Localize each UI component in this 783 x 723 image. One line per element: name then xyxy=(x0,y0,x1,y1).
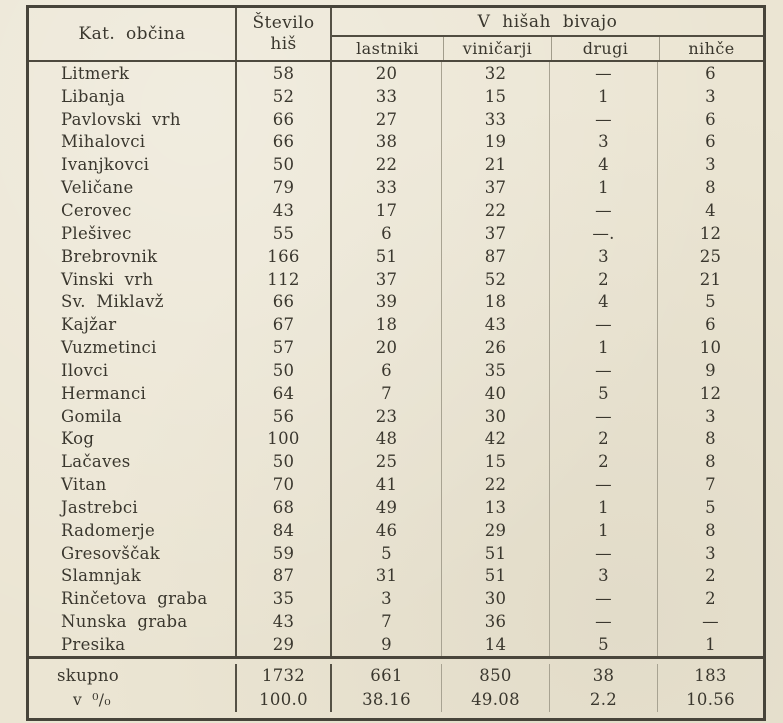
table-row xyxy=(29,359,763,382)
table-row xyxy=(29,587,763,610)
nobody-count: 3 xyxy=(657,85,763,108)
nobody-count: 2 xyxy=(657,587,763,610)
municipality-name: Jastrebci xyxy=(61,497,138,517)
municipality-name: Vinski vrh xyxy=(61,269,154,289)
others-count: 2 xyxy=(549,428,657,451)
nobody-count: 7 xyxy=(657,473,763,496)
nobody-count: 25 xyxy=(657,245,763,268)
owners-count: 41 xyxy=(330,473,441,496)
others-count: 3 xyxy=(549,131,657,154)
header-vinedressers: viničarji xyxy=(443,37,551,60)
table-row xyxy=(29,336,763,359)
header-group xyxy=(330,8,763,60)
owners-count: 39 xyxy=(330,290,441,313)
nobody-count: 5 xyxy=(657,496,763,519)
header-municipality-label: Kat. občina xyxy=(78,24,186,44)
houses-count: 29 xyxy=(235,633,330,656)
table-header xyxy=(29,8,763,62)
owners-count: 7 xyxy=(330,382,441,405)
header-group-title: V hišah bivajo xyxy=(332,8,763,37)
others-count: — xyxy=(549,542,657,565)
vinedressers-count: 15 xyxy=(441,450,549,473)
municipality-name: Presika xyxy=(61,635,126,655)
nobody-count: 12 xyxy=(657,382,763,405)
vinedressers-count: 87 xyxy=(441,245,549,268)
vinedressers-count: 13 xyxy=(441,496,549,519)
table-row xyxy=(29,519,763,542)
houses-count: 56 xyxy=(235,405,330,428)
owners-count: 17 xyxy=(330,199,441,222)
summary-houses: 1732 xyxy=(235,664,330,688)
nobody-count: 8 xyxy=(657,176,763,199)
nobody-count: 8 xyxy=(657,428,763,451)
houses-count: 64 xyxy=(235,382,330,405)
houses-count: 66 xyxy=(235,131,330,154)
vinedressers-count: 21 xyxy=(441,153,549,176)
others-count: — xyxy=(549,587,657,610)
others-count: — xyxy=(549,108,657,131)
others-count: — xyxy=(549,359,657,382)
owners-count: 18 xyxy=(330,313,441,336)
houses-count: 55 xyxy=(235,222,330,245)
header-others: drugi xyxy=(551,37,659,60)
municipality-name: Nunska graba xyxy=(61,612,188,632)
owners-count: 6 xyxy=(330,359,441,382)
owners-count: 37 xyxy=(330,268,441,291)
nobody-count: 8 xyxy=(657,450,763,473)
nobody-count: — xyxy=(657,610,763,633)
municipality-name: Slamnjak xyxy=(61,566,142,586)
municipality-name: Mihalovci xyxy=(61,132,146,152)
houses-count: 52 xyxy=(235,85,330,108)
municipality-name: Brebrovnik xyxy=(61,246,158,266)
table-summary xyxy=(29,656,763,718)
vinedressers-count: 30 xyxy=(441,405,549,428)
header-houses-line2: hiš xyxy=(270,34,297,54)
table-row xyxy=(29,131,763,154)
summary-label: v ⁰/₀ xyxy=(73,690,111,709)
table-row xyxy=(29,313,763,336)
municipality-name: Cerovec xyxy=(61,200,132,220)
header-municipality xyxy=(29,8,235,60)
vinedressers-count: 18 xyxy=(441,290,549,313)
vinedressers-count: 32 xyxy=(441,62,549,85)
table-row xyxy=(29,496,763,519)
owners-count: 33 xyxy=(330,176,441,199)
houses-count: 50 xyxy=(235,450,330,473)
houses-count: 87 xyxy=(235,565,330,588)
vinedressers-count: 51 xyxy=(441,542,549,565)
municipality-name: Lačaves xyxy=(61,452,131,472)
vinedressers-count: 26 xyxy=(441,336,549,359)
owners-count: 33 xyxy=(330,85,441,108)
table-row xyxy=(29,610,763,633)
others-count: 1 xyxy=(549,496,657,519)
summary-label: skupno xyxy=(57,666,120,686)
houses-count: 50 xyxy=(235,153,330,176)
municipality-name: Radomerje xyxy=(61,520,156,540)
owners-count: 38 xyxy=(330,131,441,154)
houses-count: 79 xyxy=(235,176,330,199)
houses-count: 112 xyxy=(235,268,330,291)
nobody-count: 6 xyxy=(657,62,763,85)
municipality-name: Vuzmetinci xyxy=(61,338,157,358)
houses-count: 59 xyxy=(235,542,330,565)
houses-count: 58 xyxy=(235,62,330,85)
vinedressers-count: 37 xyxy=(441,176,549,199)
vinedressers-count: 15 xyxy=(441,85,549,108)
nobody-count: 9 xyxy=(657,359,763,382)
owners-count: 20 xyxy=(330,62,441,85)
summary-others: 2.2 xyxy=(549,688,657,712)
nobody-count: 3 xyxy=(657,405,763,428)
others-count: 3 xyxy=(549,565,657,588)
municipality-name: Litmerk xyxy=(61,63,130,83)
others-count: 5 xyxy=(549,382,657,405)
houses-count: 66 xyxy=(235,108,330,131)
others-count: 1 xyxy=(549,176,657,199)
owners-count: 46 xyxy=(330,519,441,542)
nobody-count: 2 xyxy=(657,565,763,588)
municipality-name: Gomila xyxy=(61,406,122,426)
owners-count: 48 xyxy=(330,428,441,451)
summary-nobody: 10.56 xyxy=(657,688,763,712)
owners-count: 9 xyxy=(330,633,441,656)
others-count: — xyxy=(549,473,657,496)
nobody-count: 8 xyxy=(657,519,763,542)
owners-count: 25 xyxy=(330,450,441,473)
owners-count: 49 xyxy=(330,496,441,519)
header-owners: lastniki xyxy=(356,39,419,58)
others-count: 1 xyxy=(549,336,657,359)
table-row xyxy=(29,565,763,588)
vinedressers-count: 36 xyxy=(441,610,549,633)
municipality-name: Gresovščak xyxy=(61,543,161,563)
others-count: 4 xyxy=(549,153,657,176)
table-row xyxy=(29,85,763,108)
houses-count: 43 xyxy=(235,199,330,222)
nobody-count: 12 xyxy=(657,222,763,245)
others-count: — xyxy=(549,405,657,428)
nobody-count: 4 xyxy=(657,199,763,222)
table-row xyxy=(29,542,763,565)
table-row xyxy=(29,428,763,451)
table-row xyxy=(29,62,763,85)
summary-row xyxy=(29,664,763,688)
owners-count: 27 xyxy=(330,108,441,131)
municipality-name: Libanja xyxy=(61,86,126,106)
vinedressers-count: 37 xyxy=(441,222,549,245)
table-row xyxy=(29,199,763,222)
nobody-count: 6 xyxy=(657,313,763,336)
table-row xyxy=(29,450,763,473)
municipality-name: Kog xyxy=(61,429,95,449)
table-row xyxy=(29,245,763,268)
others-count: 4 xyxy=(549,290,657,313)
nobody-count: 5 xyxy=(657,290,763,313)
houses-count: 84 xyxy=(235,519,330,542)
municipality-name: Ivanjkovci xyxy=(61,155,150,175)
houses-count: 70 xyxy=(235,473,330,496)
houses-count: 50 xyxy=(235,359,330,382)
summary-owners: 38.16 xyxy=(330,688,441,712)
others-count: — xyxy=(549,62,657,85)
houses-count: 66 xyxy=(235,290,330,313)
header-houses xyxy=(235,8,330,60)
owners-count: 31 xyxy=(330,565,441,588)
vinedressers-count: 22 xyxy=(441,473,549,496)
others-count: 1 xyxy=(549,85,657,108)
owners-count: 6 xyxy=(330,222,441,245)
table-row xyxy=(29,290,763,313)
others-count: —. xyxy=(549,222,657,245)
summary-owners: 661 xyxy=(330,664,441,688)
summary-houses: 100.0 xyxy=(235,688,330,712)
others-count: — xyxy=(549,610,657,633)
others-count: 2 xyxy=(549,268,657,291)
nobody-count: 21 xyxy=(657,268,763,291)
others-count: — xyxy=(549,313,657,336)
vinedressers-count: 42 xyxy=(441,428,549,451)
municipality-name: Veličane xyxy=(61,178,134,198)
summary-vinedressers: 49.08 xyxy=(441,688,549,712)
summary-vinedressers: 850 xyxy=(441,664,549,688)
nobody-count: 10 xyxy=(657,336,763,359)
vinedressers-count: 19 xyxy=(441,131,549,154)
houses-count: 166 xyxy=(235,245,330,268)
vinedressers-count: 52 xyxy=(441,268,549,291)
header-subcolumns xyxy=(332,37,763,60)
owners-count: 3 xyxy=(330,587,441,610)
statistics-table xyxy=(26,5,766,721)
table-row xyxy=(29,108,763,131)
table-row xyxy=(29,176,763,199)
municipality-name: Vitan xyxy=(61,475,107,495)
municipality-name: Kajžar xyxy=(61,315,117,335)
owners-count: 23 xyxy=(330,405,441,428)
table-row xyxy=(29,382,763,405)
vinedressers-count: 14 xyxy=(441,633,549,656)
vinedressers-count: 43 xyxy=(441,313,549,336)
owners-count: 22 xyxy=(330,153,441,176)
header-nobody: nihče xyxy=(659,37,763,60)
municipality-name: Pavlovski vrh xyxy=(61,109,181,129)
others-count: 2 xyxy=(549,450,657,473)
vinedressers-count: 29 xyxy=(441,519,549,542)
table-row xyxy=(29,153,763,176)
municipality-name: Sv. Miklavž xyxy=(61,292,164,312)
others-count: 3 xyxy=(549,245,657,268)
summary-row xyxy=(29,688,763,712)
houses-count: 43 xyxy=(235,610,330,633)
header-houses-line1: Število xyxy=(252,12,315,33)
houses-count: 100 xyxy=(235,428,330,451)
vinedressers-count: 51 xyxy=(441,565,549,588)
municipality-name: Rinčetova graba xyxy=(61,589,208,609)
vinedressers-count: 33 xyxy=(441,108,549,131)
others-count: 5 xyxy=(549,633,657,656)
summary-others: 38 xyxy=(549,664,657,688)
table-row xyxy=(29,222,763,245)
table-body xyxy=(29,62,763,656)
others-count: 1 xyxy=(549,519,657,542)
nobody-count: 6 xyxy=(657,108,763,131)
nobody-count: 3 xyxy=(657,542,763,565)
municipality-name: Ilovci xyxy=(61,360,109,380)
houses-count: 57 xyxy=(235,336,330,359)
nobody-count: 3 xyxy=(657,153,763,176)
vinedressers-count: 35 xyxy=(441,359,549,382)
nobody-count: 1 xyxy=(657,633,763,656)
summary-nobody: 183 xyxy=(657,664,763,688)
vinedressers-count: 30 xyxy=(441,587,549,610)
vinedressers-count: 22 xyxy=(441,199,549,222)
houses-count: 67 xyxy=(235,313,330,336)
table-row xyxy=(29,268,763,291)
table-row xyxy=(29,473,763,496)
vinedressers-count: 40 xyxy=(441,382,549,405)
table-row xyxy=(29,405,763,428)
owners-count: 20 xyxy=(330,336,441,359)
owners-count: 5 xyxy=(330,542,441,565)
table-row xyxy=(29,633,763,656)
houses-count: 68 xyxy=(235,496,330,519)
owners-count: 7 xyxy=(330,610,441,633)
municipality-name: Plešivec xyxy=(61,223,132,243)
nobody-count: 6 xyxy=(657,131,763,154)
houses-count: 35 xyxy=(235,587,330,610)
others-count: — xyxy=(549,199,657,222)
municipality-name: Hermanci xyxy=(61,383,147,403)
owners-count: 51 xyxy=(330,245,441,268)
